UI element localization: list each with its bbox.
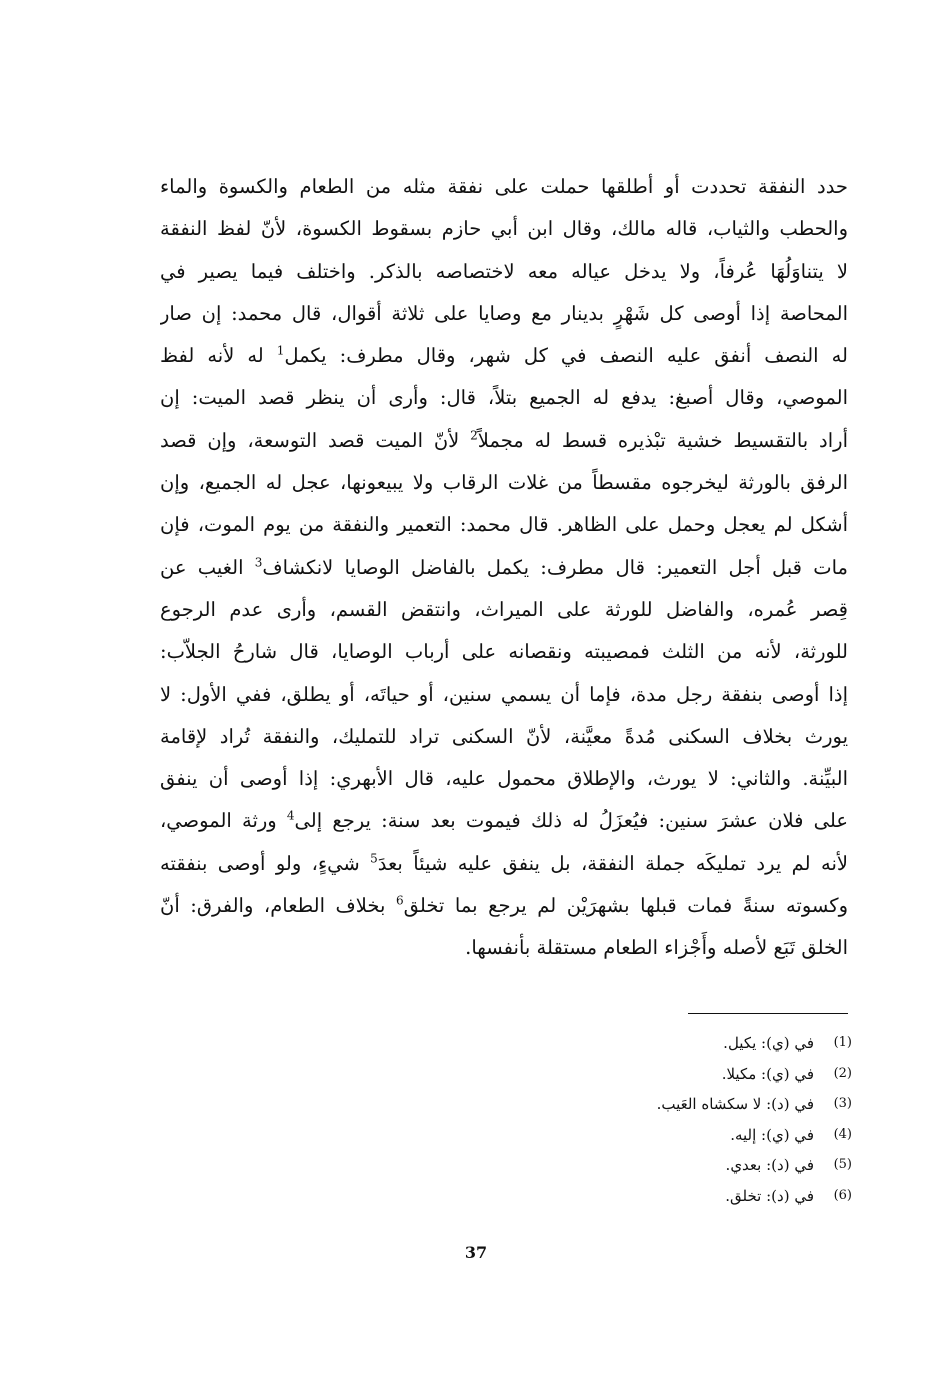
text-line: قِصر عُمره، والفاضل للورثة على الميراث، وانتقض القسم، وأرى عدم الرجوع (160, 597, 848, 621)
footnote-marker[interactable]: 5 (370, 851, 378, 866)
footnote (452, 1120, 852, 1151)
footnote-text: في (ي): مكيلا. (721, 1064, 814, 1083)
text-line: يورث بخلاف السكنى مُدةً معيَّنة، لأنّ السكنى تراد للتمليك، والنفقة تُراد لإقامة (160, 724, 848, 748)
footnote-number: (5) (833, 1157, 852, 1172)
text-line: وكسوته سنةً فمات قبلها بشهرَيْن لم يرجع بما تخلق$^6$ بخلاف الطعام، والفرق: أنّ (160, 893, 848, 918)
footnote-marker[interactable]: 6 (395, 893, 404, 908)
text-line: لأنه لم يرد تمليكَه جملة النفقة، بل ينفق عليه شيئاً بعدَ$^5$ شيءٍ، ولو أوصى بنفقته (160, 851, 848, 875)
footnote-number: (2) (833, 1065, 852, 1081)
text-line: البيِّنة. والثاني: لا يورث، والإطلاق محمول عليه، قال الأبهري: إذا أوصى أن ينفق (160, 767, 848, 791)
footnote-marker[interactable]: 3 (254, 555, 263, 570)
text-line: والحطب والثياب، قاله مالك، وقال ابن أبي حازم بسقوط الكسوة، لأنّ لفظ النفقة (160, 217, 848, 241)
text-line: الموصي، وقال أصبغ: يدفع له الجميع بتلاً، قال: وأرى أن ينظر قصد الميت: إن (160, 386, 848, 410)
text-line: أراد بالتقسيط خشية تبْذيره قسط له مجملاً$^2$ لأنّ الميت قصد التوسعة، وإن قصد (160, 428, 848, 452)
footnote-number: (1) (833, 1035, 852, 1050)
footnote-text: في (د): بعدي. (725, 1156, 814, 1174)
text-line: على فلان عشرَ سنين: فيُعزَلُ له ذلك فيموت بعد سنة: يرجع إلى$^4$ ورثة الموصي، (160, 808, 848, 833)
footnote (452, 1089, 852, 1120)
text-line: أشكل لم يعجل وحمل على الظاهر. قال محمد: التعمير والنفقة من يوم الموت، فإن (160, 513, 848, 537)
footnote-number: (3) (833, 1096, 852, 1111)
text-line: لا يتناوَلُهَا عُرفاً، ولا يدخل عياله معه لاختصاصه بالذكر. واختلف فيما يصير في (160, 259, 848, 283)
footnote (452, 1181, 852, 1212)
page-number: 37 (464, 1243, 488, 1262)
footnote-marker[interactable]: 1 (276, 343, 285, 358)
footnote (452, 1150, 852, 1181)
footnote (452, 1059, 852, 1090)
main-text-body (160, 166, 848, 970)
footnote-number: (4) (833, 1126, 852, 1142)
text-line: حدد النفقة تحددت أو أطلقها حملت على نفقة مثله من الطعام والكسوة والماء (160, 175, 848, 198)
footnotes (452, 1028, 852, 1211)
footnote-text: في (د): تخلق. (725, 1186, 814, 1205)
text-line: إذا أوصى بنفقة رجل مدة، فإما أن يسمي سنين، أو حياتَه، أو يطلق، ففي الأول: لا (160, 682, 848, 706)
footnote-marker[interactable]: 4 (286, 808, 295, 823)
footnote-marker[interactable]: 2 (470, 428, 478, 443)
footnote-text: في (ي): يكيل. (723, 1034, 814, 1052)
text-line: الخلق تَبَع لأصله وأَجْزاء الطعام مستقلة بأنفسها. (465, 936, 848, 960)
text-line: المحاصة إذا أوصى كل شَهْرٍ بدينار مع وصايا على ثلاثة أقوال، قال محمد: إن صار (160, 301, 848, 325)
footnote-text: في (د): لا سكشاه العَيب. (656, 1095, 814, 1113)
footnote-number: (6) (833, 1187, 852, 1203)
text-line: مات قبل أجل التعمير: قال مطرف: يكمل بالفاضل الوصايا لانكشاف$^3$ الغيب عن (160, 555, 848, 579)
footnote-separator (688, 1013, 848, 1014)
footnote (452, 1028, 852, 1059)
footnote-text: في (ي): إليه. (730, 1125, 814, 1144)
text-line: للورثة، لأنه من الثلث فمصيبته ونقصانه على أرباب الوصايا، قال شارحُ الجلاّب: (160, 640, 848, 664)
text-line: له النصف أنفق عليه النصف في كل شهر، وقال مطرف: يكمل$^1$ له لأنه لفظ (160, 343, 848, 368)
text-line: الرفق بالورثة ليخرجوه مقسطاً من غلات الرقاب ولا يبيعونها، عجل له الجميع، وإن (160, 471, 848, 495)
